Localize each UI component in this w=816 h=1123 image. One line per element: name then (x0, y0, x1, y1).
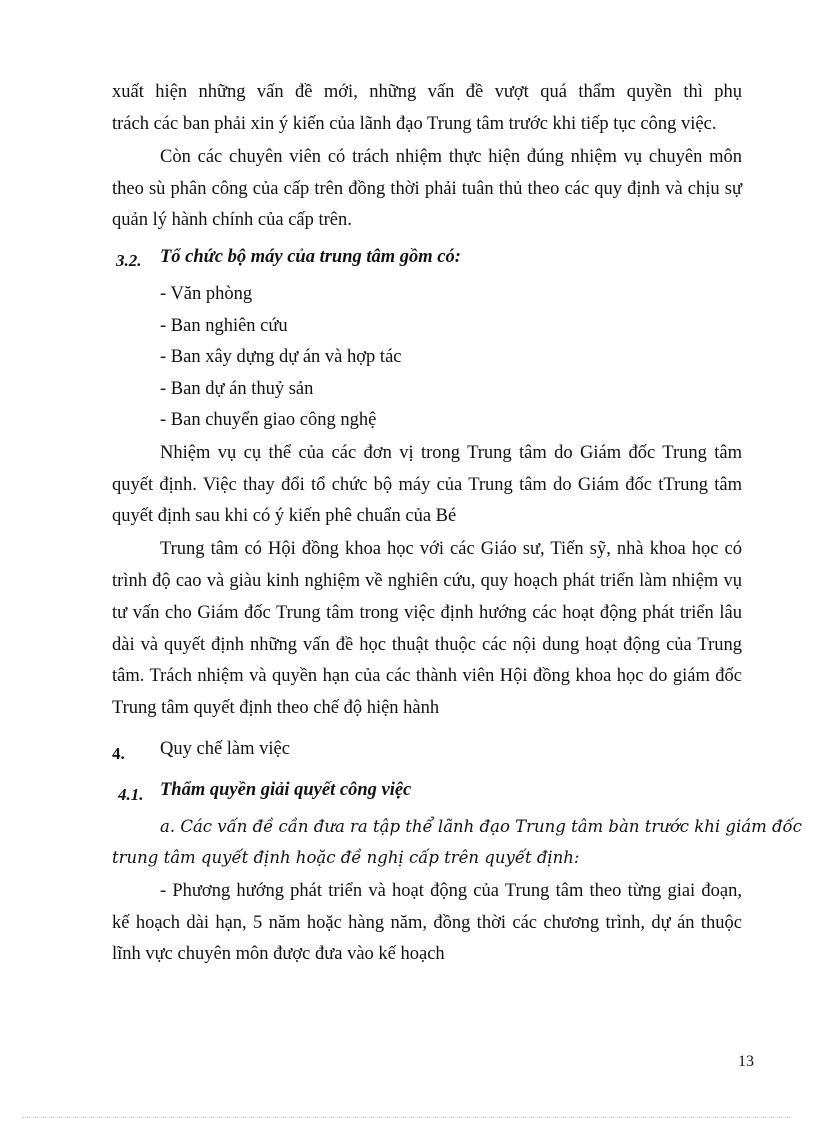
paragraph-line: quyết định sau khi có ý kiến phê chuẩn của Bé (112, 506, 457, 526)
list-item: - Văn phòng (160, 284, 253, 304)
paragraph-line: quản lý hành chính của cấp trên. (112, 210, 352, 230)
list-item: - Ban xây dựng dự án và hợp tác (160, 347, 402, 367)
paragraph-line: trách các ban phải xin ý kiến của lãnh đạo Trung tâm trước khi tiếp tục công việc. (112, 114, 717, 134)
italic-line: trung tâm quyết định hoặc đề nghị cấp trên quyết định: (112, 848, 580, 867)
paragraph-line: quyết định. Việc thay đổi tổ chức bộ máy của Trung tâm do Giám đốc tTrung tâm (112, 475, 742, 495)
page-number: 13 (738, 1053, 754, 1070)
section-heading: Tổ chức bộ máy của trung tâm gồm có: (160, 247, 461, 267)
paragraph-line: xuất hiện những vấn đề mới, những vấn đề vượt quá thẩm quyền thì phụ (112, 82, 742, 102)
list-item: - Ban dự án thuỷ sản (160, 379, 314, 399)
section-heading: Quy chế làm việc (160, 739, 290, 759)
section-number: 4.1. (118, 785, 144, 804)
list-item: - Ban nghiên cứu (160, 316, 288, 336)
list-item: - Ban chuyển giao công nghệ (160, 410, 377, 430)
paragraph-line: tâm. Trách nhiệm và quyền hạn của các thành viên Hội đồng khoa học do giám đốc (112, 666, 742, 686)
paragraph-line: dài và quyết định những vấn đề học thuật thuộc các nội dung hoạt động của Trung (112, 635, 742, 655)
paragraph-line: Trung tâm quyết định theo chế độ hiện hành (112, 698, 440, 718)
paragraph-line: Còn các chuyên viên có trách nhiệm thực hiện đúng nhiệm vụ chuyên môn (160, 147, 742, 167)
paragraph-line: Trung tâm có Hội đồng khoa học với các Giáo sư, Tiến sỹ, nhà khoa học có (160, 539, 742, 559)
paragraph-line: trình độ cao và giàu kinh nghiệm về nghiên cứu, quy hoạch phát triển làm nhiệm vụ (112, 571, 742, 591)
section-heading: Thẩm quyền giải quyết công việc (160, 780, 412, 800)
italic-line: a. Các vấn đề cần đưa ra tập thể lãnh đạo Trung tâm bàn trước khi giám đốc (160, 817, 802, 836)
section-number: 4. (112, 744, 125, 763)
paragraph-line: - Phương hướng phát triển và hoạt động của Trung tâm theo từng giai đoạn, (160, 881, 742, 901)
paragraph-line: theo sù phân công của cấp trên đồng thời phải tuân thủ theo các quy định và chịu sự (112, 179, 742, 199)
paragraph-line: tư vấn cho Giám đốc Trung tâm trong việc định hướng các hoạt động phát triển lâu (112, 603, 742, 623)
section-number: 3.2. (116, 251, 142, 270)
footer-divider (22, 1117, 792, 1118)
paragraph-line: lĩnh vực chuyên môn được đưa vào kế hoạch (112, 944, 445, 964)
paragraph-line: Nhiệm vụ cụ thể của các đơn vị trong Trung tâm do Giám đốc Trung tâm (160, 443, 742, 463)
paragraph-line: kế hoạch dài hạn, 5 năm hoặc hàng năm, đồng thời các chương trình, dự án thuộc (112, 913, 742, 933)
